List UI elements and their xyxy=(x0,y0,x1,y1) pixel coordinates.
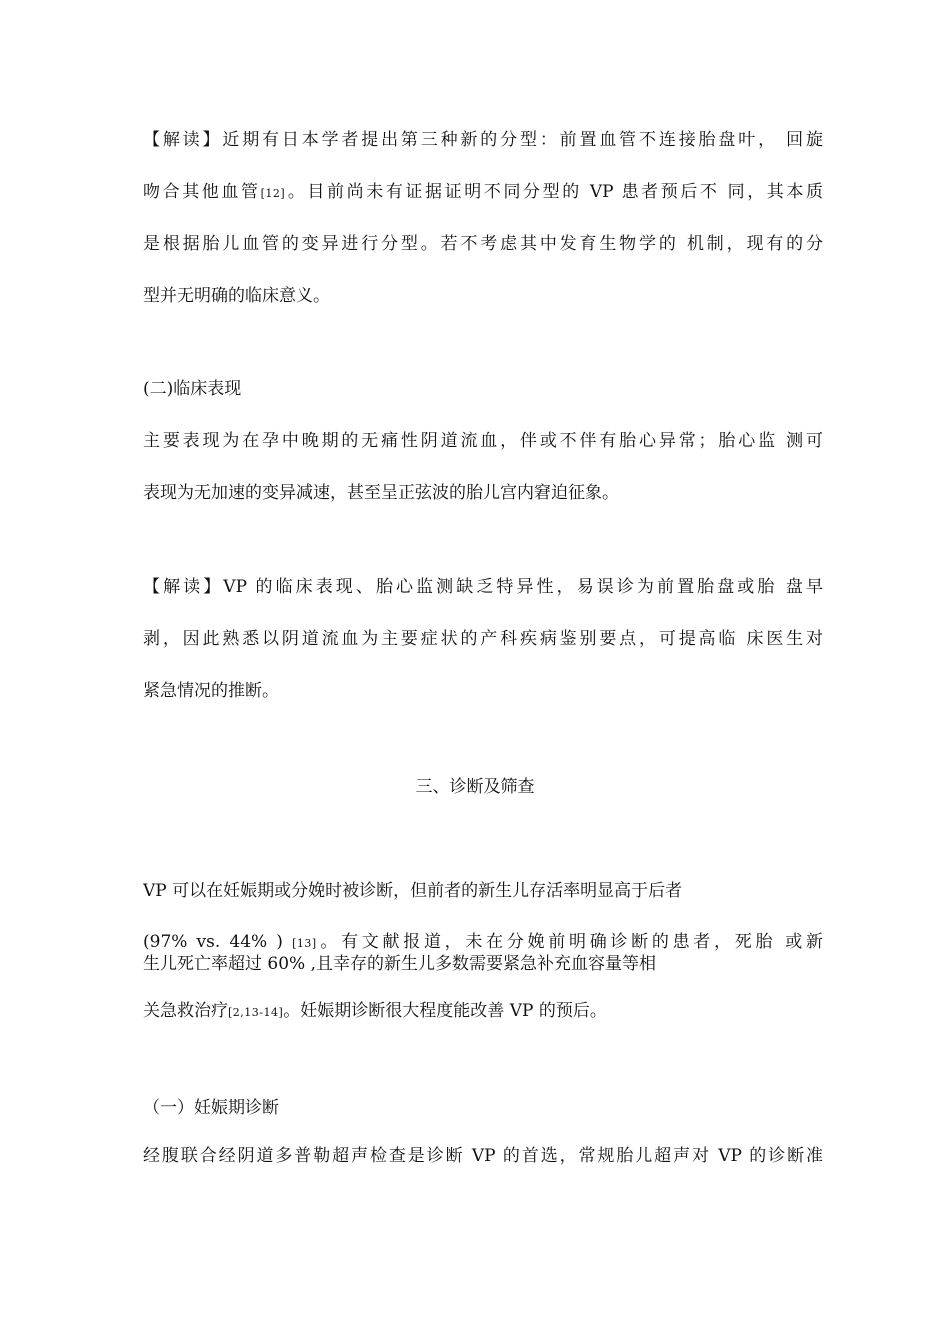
paragraph-diagnosis-line-3: 生儿死亡率超过 60% ,且幸存的新生儿多数需要紧急补充血容量等相 xyxy=(143,954,656,974)
paragraph-interpretation-1-line-4: 型并无明确的临床意义。 xyxy=(143,286,330,306)
text-segment: 吻合其他血管 xyxy=(143,182,261,202)
text-segment: 。妊娠期诊断很大程度能改善 VP 的预后。 xyxy=(283,1001,607,1021)
paragraph-interpretation-1-line-1: 【解读】近期有日本学者提出第三种新的分型：前置血管不连接胎盘叶， 回旋 xyxy=(143,130,823,150)
paragraph-clinical-line-1: 主要表现为在孕中晚期的无痛性阴道流血，伴或不伴有胎心异常；胎心监 测可 xyxy=(143,431,823,451)
text-segment: (97% vs. 44% ) xyxy=(143,932,293,952)
citation-ref: [12] xyxy=(260,187,286,200)
paragraph-interpretation-2-line-3: 紧急情况的推断。 xyxy=(143,681,279,701)
paragraph-diagnosis-line-4 xyxy=(143,1000,823,1024)
text-segment: 。有文献报道，未在分娩前明确诊断的患者，死胎 或新 xyxy=(316,932,823,952)
section-heading-clinical-manifestation: (二)临床表现 xyxy=(143,379,242,399)
paragraph-diagnosis-line-2 xyxy=(143,932,823,954)
citation-ref: [2,13-14] xyxy=(228,1006,284,1019)
text-segment: 关急救治疗 xyxy=(143,1001,228,1021)
paragraph-interpretation-2-line-2: 剥，因此熟悉以阴道流血为主要症状的产科疾病鉴别要点，可提高临 床医生对 xyxy=(143,629,823,649)
section-heading-diagnosis-screening: 三、诊断及筛查 xyxy=(415,777,535,797)
paragraph-pregnancy-diagnosis-line-1: 经腹联合经阴道多普勒超声检查是诊断 VP 的首选，常规胎儿超声对 VP 的诊断准 xyxy=(143,1146,823,1166)
paragraph-diagnosis-line-1: VP 可以在妊娠期或分娩时被诊断，但前者的新生儿存活率明显高于后者 xyxy=(143,881,683,901)
paragraph-interpretation-2-line-1: 【解读】VP 的临床表现、胎心监测缺乏特异性，易误诊为前置胎盘或胎 盘早 xyxy=(143,577,823,597)
paragraph-interpretation-1-line-2 xyxy=(143,181,823,205)
paragraph-interpretation-1-line-3: 是根据胎儿血管的变异进行分型。若不考虑其中发育生物学的 机制，现有的分 xyxy=(143,234,823,254)
paragraph-clinical-line-2: 表现为无加速的变异减速，甚至呈正弦波的胎儿宫内窘迫征象。 xyxy=(143,483,619,503)
section-heading-pregnancy-diagnosis: （一）妊娠期诊断 xyxy=(143,1098,279,1118)
text-segment: 。目前尚未有证据证明不同分型的 VP 患者预后不 同，其本质 xyxy=(285,182,823,202)
citation-ref: [13] xyxy=(292,937,317,950)
